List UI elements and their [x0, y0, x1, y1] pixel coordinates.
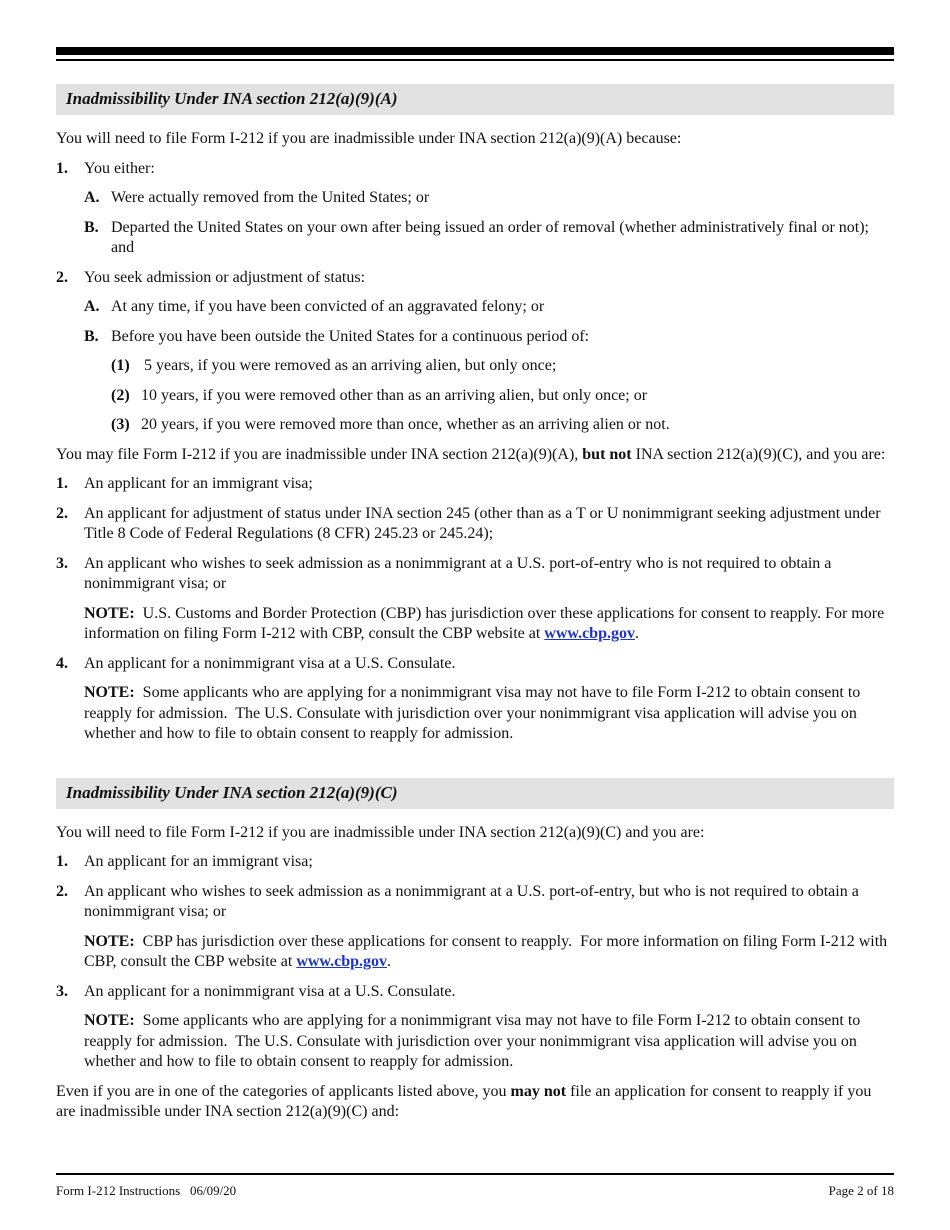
- item-number: 3.: [56, 982, 68, 1000]
- list-item: [56, 327, 894, 348]
- item-letter: B.: [84, 218, 99, 236]
- section-header-9c: Inadmissibility Under INA section 212(a)(9)(C): [56, 778, 894, 809]
- footer-page-number: Page 2 of 18: [828, 1183, 894, 1198]
- may-file-text: You may file Form I-212 if you are inadmissible under INA section 212(a)(9)(A),: [56, 445, 583, 463]
- note-text: Some applicants who are applying for a nonimmigrant visa may not have to file Form I-212 to obtain consent to reapply for admission. The U.S. Consulate with jurisdiction over your nonimmigrant visa application will advise you on whether and how to file to obtain consent to reapply for admission.: [84, 1012, 865, 1070]
- cbp-website-link[interactable]: www.cbp.gov: [544, 625, 635, 642]
- may-file-text-end: INA section 212(a)(9)(C), and you are:: [631, 445, 886, 463]
- note-consulate-2: [56, 1011, 894, 1073]
- item-text: An applicant who wishes to seek admission as a nonimmigrant at a U.S. port-of-entry who is not required to obtain a nonimmigrant visa; or: [84, 554, 832, 592]
- list-item: [56, 554, 894, 595]
- item-number: 2.: [56, 882, 68, 900]
- item-number: 1.: [56, 475, 68, 492]
- item-text: An applicant for a nonimmigrant visa at a U.S. Consulate.: [84, 654, 456, 672]
- list-item: [56, 297, 894, 318]
- top-rule-thin: [56, 59, 894, 61]
- item-text: An applicant for a nonimmigrant visa at a U.S. Consulate.: [84, 982, 456, 1000]
- item-text: Departed the United States on your own after being issued an order of removal (whether administratively final or not); and: [111, 218, 869, 256]
- item-letter: A.: [84, 189, 100, 206]
- note-text: CBP has jurisdiction over these applications for consent to reapply. For more information on filing Form I-212 with CBP, consult the CBP website at: [84, 932, 892, 970]
- section-header-9a: Inadmissibility Under INA section 212(a)(9)(A): [56, 84, 894, 115]
- item-text: You seek admission or adjustment of status:: [84, 268, 366, 286]
- item-number: 3.: [56, 554, 68, 572]
- list-item: [56, 882, 894, 923]
- item-text: At any time, if you have been convicted of an aggravated felony; or: [111, 298, 545, 315]
- item-number: 2.: [56, 504, 68, 522]
- list-item: [56, 268, 894, 289]
- note-label: NOTE:: [84, 1012, 135, 1029]
- page-content: [56, 84, 894, 1123]
- may-file-paragraph: [56, 445, 894, 466]
- item-number: 4.: [56, 654, 68, 672]
- even-if-paragraph: [56, 1082, 894, 1123]
- item-number: 1.: [56, 853, 68, 870]
- note-text: Some applicants who are applying for a nonimmigrant visa may not have to file Form I-212 to obtain consent to reapply for admission. The U.S. Consulate with jurisdiction over your nonimmigrant visa application will advise you on whether and how to file to obtain consent to reapply for admission.: [84, 684, 865, 742]
- item-text: 20 years, if you were removed more than once, whether as an arriving alien or not.: [141, 416, 670, 433]
- may-file-emphasis: but not: [582, 445, 632, 463]
- list-item: [56, 852, 894, 873]
- list-item: [56, 159, 894, 180]
- cbp-website-link[interactable]: www.cbp.gov: [296, 953, 387, 970]
- note-end: .: [634, 625, 639, 642]
- note-label: NOTE:: [84, 932, 135, 950]
- item-text: An applicant for adjustment of status under INA section 245 (other than as a T or U nonimmigrant seeking adjustment under Title 8 Code of Federal Regulations (8 CFR) 245.23 or 245.24);: [84, 504, 881, 542]
- item-subnumber: (1): [111, 357, 130, 374]
- item-letter: A.: [84, 298, 100, 315]
- item-letter: B.: [84, 327, 99, 345]
- list-item: [56, 654, 894, 675]
- footer-form-id: Form I-212 Instructions 06/09/20: [56, 1183, 237, 1198]
- note-end: .: [387, 953, 391, 970]
- item-text: Were actually removed from the United States; or: [111, 189, 430, 206]
- top-rule-thick: [56, 47, 894, 55]
- list-item: [56, 415, 894, 436]
- list-item: [56, 982, 894, 1003]
- item-text: 5 years, if you were removed as an arriving alien, but only once;: [144, 357, 557, 374]
- footer-rule: [56, 1173, 894, 1175]
- item-text: An applicant for an immigrant visa;: [84, 475, 313, 492]
- list-item: [56, 356, 894, 377]
- list-item: [56, 188, 894, 209]
- intro-9c: You will need to file Form I-212 if you are inadmissible under INA section 212(a)(9)(C) and you are:: [56, 823, 705, 841]
- item-subnumber: (3): [111, 416, 130, 433]
- item-text: An applicant who wishes to seek admission as a nonimmigrant at a U.S. port-of-entry, but who is not required to obtain a nonimmigrant visa; or: [84, 882, 859, 920]
- item-number: 2.: [56, 268, 68, 286]
- list-item: [56, 504, 894, 545]
- note-cbp-1: [56, 604, 894, 645]
- note-cbp-2: [56, 932, 894, 973]
- note-label: NOTE:: [84, 604, 135, 622]
- note-consulate-1: [56, 683, 894, 745]
- even-if-text: Even if you are in one of the categories of applicants listed above, you: [56, 1082, 511, 1100]
- item-subnumber: (2): [111, 386, 130, 404]
- list-item: [56, 386, 894, 407]
- note-label: NOTE:: [84, 684, 135, 701]
- item-text: 10 years, if you were removed other than as an arriving alien, but only once; or: [141, 386, 648, 404]
- even-if-text-end: file an application for consent to reapply if you are inadmissible under INA section 212(a)(9)(C) and:: [56, 1082, 872, 1120]
- note-text: U.S. Customs and Border Protection (CBP) has jurisdiction over these applications for consent to reapply. For more information on filing Form I-212 with CBP, consult the CBP website at: [84, 604, 889, 642]
- item-text: You either:: [84, 159, 155, 177]
- even-if-emphasis: may not: [510, 1082, 567, 1100]
- item-number: 1.: [56, 159, 68, 177]
- item-text: An applicant for an immigrant visa;: [84, 853, 313, 870]
- list-item: [56, 218, 894, 259]
- list-item: [56, 474, 894, 495]
- item-text: Before you have been outside the United States for a continuous period of:: [111, 327, 590, 345]
- intro-9a: You will need to file Form I-212 if you are inadmissible under INA section 212(a)(9)(A) because:: [56, 130, 682, 147]
